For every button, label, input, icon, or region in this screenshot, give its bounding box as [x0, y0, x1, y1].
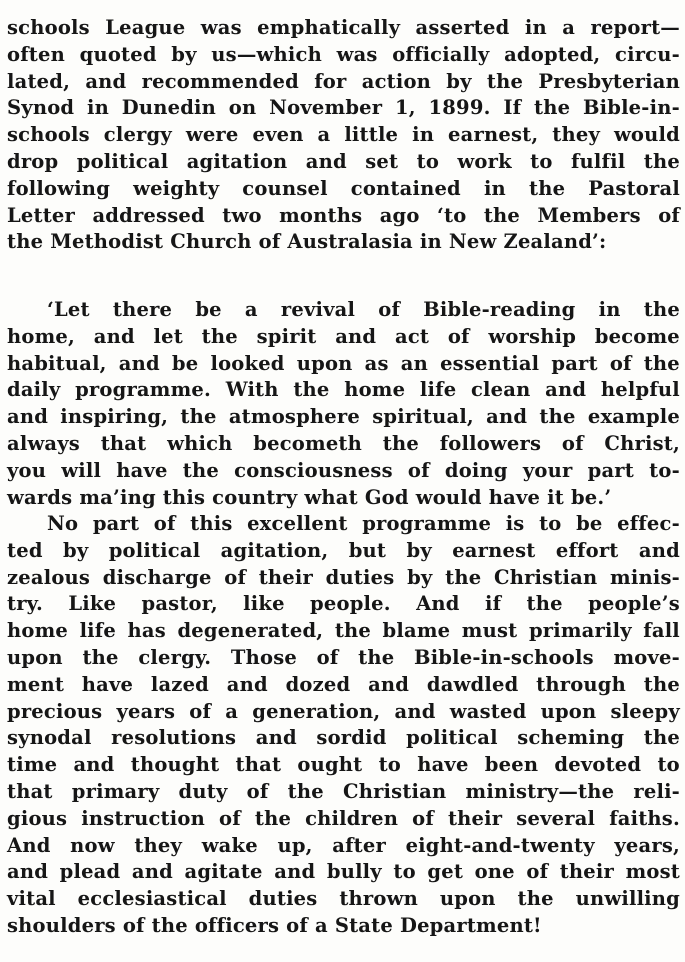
text-line: lated, and recommended for action by the Presbyterian — [7, 69, 680, 93]
text-line: wards ma’ing this country what God would have it be.’ — [7, 485, 612, 509]
text-line: try. Like pastor, like people. And if the people’s — [7, 592, 680, 616]
text-line: And now they wake up, after eight-and-twenty years, — [7, 833, 680, 857]
text-line: upon the clergy. Those of the Bible-in-schools move- — [7, 646, 680, 669]
text-line: precious years of a generation, and wasted upon sleepy — [7, 699, 680, 723]
text-line: schools clergy were even a little in earnest, they would — [7, 123, 680, 147]
text-line: habitual, and be looked upon as an essential part of the — [7, 351, 680, 375]
text-line: ment have lazed and dozed and dawdled through the — [7, 672, 680, 696]
text-line: home, and let the spirit and act of worship become — [7, 324, 680, 348]
text-line: vital ecclesiastical duties thrown upon the unwilling — [7, 887, 680, 911]
text-line: daily programme. With the home life clean and helpful — [7, 378, 680, 402]
text-line: following weighty counsel contained in the Pastoral — [7, 176, 680, 200]
text-line: often quoted by us—which was officially adopted, circu- — [7, 42, 680, 66]
text-line: schools League was emphatically asserted in a report— — [7, 16, 680, 39]
text-line: Synod in Dunedin on November 1, 1899. If the Bible-in- — [7, 96, 680, 120]
text-line: and inspiring, the atmosphere spiritual, and the example — [7, 405, 680, 429]
text-line: and plead and agitate and bully to get one of their most — [7, 860, 680, 884]
text-line: shoulders of the officers of a State Department! — [7, 914, 542, 937]
text-line: home life has degenerated, the blame must primarily fall — [7, 619, 680, 643]
text-line: that primary duty of the Christian ministry—the reli- — [7, 780, 680, 803]
text-line: gious instruction of the children of their several faiths. — [7, 806, 680, 830]
text-line: ted by political agitation, but by earnest effort and — [7, 538, 680, 562]
text-line: always that which becometh the followers of Christ, — [7, 432, 680, 455]
text-line: time and thought that ought to have been devoted to — [7, 753, 680, 777]
text-line: you will have the consciousness of doing your part to- — [7, 458, 680, 482]
text-line: drop political agitation and set to work to fulfil the — [7, 150, 680, 173]
text-line: zealous discharge of their duties by the Christian minis- — [7, 565, 680, 589]
text-line: the Methodist Church of Australasia in New Zealand’: — [7, 230, 607, 254]
text-line: ‘Let there be a revival of Bible-reading in the — [47, 298, 680, 321]
text-line: Letter addressed two months ago ‘to the Members of — [7, 203, 680, 227]
text-line: synodal resolutions and sordid political scheming the — [7, 726, 680, 750]
text-line: No part of this excellent programme is to be effec- — [47, 512, 680, 535]
